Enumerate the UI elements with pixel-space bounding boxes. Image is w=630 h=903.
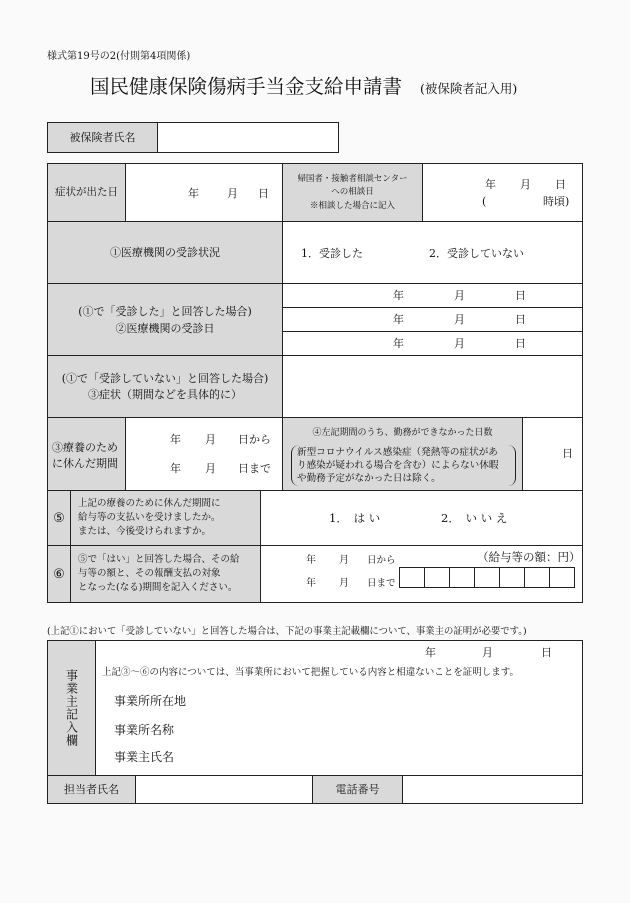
contact-person-label-cell: [47, 775, 136, 804]
month-unit: 月: [227, 187, 238, 200]
employer-section-label: 事業主記入欄: [64, 669, 79, 747]
month-unit: 月: [339, 578, 349, 589]
month-unit: 月: [520, 178, 531, 191]
q5-option-yes[interactable]: 1． は い: [329, 511, 381, 525]
q6-number: ⑥: [53, 566, 65, 582]
day-from-unit: 日から: [238, 433, 271, 446]
q4-note-line: り感染が疑われる場合を含む）によらない休暇: [297, 460, 499, 471]
employer-note: (上記①において「受診していない」と回答した場合は、下記の事業主記載欄について、事業主の証明が必要です。): [47, 626, 527, 637]
q4-note-line: や勤務予定がなかった日は除く。: [297, 473, 441, 484]
day-unit: 日: [515, 289, 526, 302]
rest-period-label: に休んだ期間: [52, 457, 118, 470]
q1-label: ①医療機関の受診状況: [110, 246, 220, 259]
contact-person-field[interactable]: [135, 775, 313, 804]
q6-answer-cell: [260, 545, 583, 603]
employer-owner-name-label: 事業主氏名: [114, 750, 175, 764]
q6-amount-label: （給与等の額：円）: [477, 550, 581, 564]
day-unit: 日: [541, 646, 552, 659]
day-unit: 日: [515, 313, 526, 326]
amount-digit-box[interactable]: [399, 567, 425, 588]
employer-certification: 上記③～⑥の内容については、当事業所において把握している内容と相違ないことを証明します。: [102, 667, 520, 678]
q2-condition: (①で「受診した」と回答した場合): [78, 304, 252, 318]
rest-period-label: ③療養のため: [52, 441, 118, 454]
amount-digit-box[interactable]: [449, 567, 475, 588]
q2-label: ②医療機関の受診日: [115, 321, 215, 335]
q1-answer-cell: [282, 221, 583, 284]
q6-label-line: 与等の額と、その報酬支払の対象: [78, 568, 221, 579]
symptom-onset-date-field[interactable]: [125, 163, 283, 222]
employer-section-label-cell: [47, 640, 96, 776]
q2-date-field[interactable]: [282, 331, 583, 356]
phone-label-cell: [312, 775, 403, 804]
q6-label-cell: [70, 545, 261, 603]
q6-label-line: となった(なる)期間を記入ください。: [78, 582, 238, 593]
year-unit: 年: [393, 289, 404, 302]
contact-person-label: 担当者氏名: [64, 783, 119, 796]
consult-center-label-cell: [282, 163, 423, 222]
q6-number-cell: [47, 545, 71, 603]
q5-option-no[interactable]: 2． い い え: [441, 511, 508, 525]
q4-note: [291, 445, 516, 486]
employer-address-label: 事業所所在地: [114, 694, 187, 708]
amount-digit-box[interactable]: [524, 567, 550, 588]
page-title: 国民健康保険傷病手当金支給申請書: [90, 75, 403, 98]
q3-condition: (①で「受診していない」と回答した場合): [61, 372, 269, 385]
q2-date-field[interactable]: [282, 283, 583, 308]
day-unit: 日: [555, 178, 566, 191]
day-unit: 日: [258, 187, 269, 200]
consult-center-line: ※相談した場合に記入: [309, 200, 395, 211]
q3-label: ③症状（期間などを具体的に）: [88, 388, 242, 401]
q4-days-field[interactable]: [522, 417, 583, 491]
month-unit: 月: [454, 289, 465, 302]
q5-label-line: 給与等の支払いを受けましたか。: [78, 512, 221, 523]
year-unit: 年: [393, 337, 404, 350]
year-unit: 年: [306, 578, 316, 589]
insured-name-label: 被保険者氏名: [69, 131, 136, 144]
rest-period-label-cell: [47, 417, 126, 491]
employer-section-content: [95, 640, 583, 776]
month-unit: 月: [205, 433, 216, 446]
q6-label-line: ⑤で「はい」と回答した場合、その給: [78, 554, 240, 565]
q1-option-visited[interactable]: 1．受診した: [301, 247, 363, 260]
insured-name-field[interactable]: [157, 122, 339, 153]
q5-label-line: または、今後受けられますか。: [78, 526, 212, 537]
q2-date-field[interactable]: [282, 307, 583, 332]
symptom-onset-label-cell: [47, 163, 126, 222]
q5-number: ⑤: [53, 510, 65, 526]
day-to-unit: 日まで: [238, 462, 271, 475]
consult-center-line: への相談日: [331, 187, 374, 198]
year-unit: 年: [170, 462, 181, 475]
q4-label-cell: [282, 417, 523, 491]
q3-symptoms-field[interactable]: [282, 355, 583, 418]
year-unit: 年: [188, 187, 199, 200]
phone-label: 電話番号: [335, 783, 380, 796]
year-unit: 年: [485, 178, 496, 191]
q4-label: ④左記期間のうち、勤務ができなかった日数: [312, 428, 493, 438]
q5-number-cell: [47, 490, 71, 546]
day-from-unit: 日から: [367, 555, 396, 566]
amount-digit-box[interactable]: [424, 567, 450, 588]
year-unit: 年: [306, 555, 316, 566]
year-unit: 年: [425, 646, 436, 659]
q4-day-unit: 日: [562, 447, 573, 460]
month-unit: 月: [482, 646, 493, 659]
insured-name-label-cell: [47, 122, 158, 153]
month-unit: 月: [205, 462, 216, 475]
month-unit: 月: [454, 337, 465, 350]
amount-digit-box[interactable]: [474, 567, 500, 588]
q5-answer-cell: [260, 490, 583, 546]
rest-period-field[interactable]: [125, 417, 283, 491]
time-open-paren: (: [482, 195, 487, 208]
consult-center-line: 帰国者・接触者相談センター: [297, 173, 408, 184]
q1-option-not-visited[interactable]: 2．受診していない: [429, 247, 524, 260]
q1-label-cell: [47, 221, 283, 284]
month-unit: 月: [339, 555, 349, 566]
employer-office-name-label: 事業所名称: [114, 723, 175, 737]
symptom-onset-label: 症状が出た日: [55, 186, 118, 199]
q2-label-cell: [47, 283, 283, 356]
consult-date-field[interactable]: [422, 163, 583, 222]
time-suffix: 時頃): [543, 195, 570, 208]
q3-label-cell: [47, 355, 283, 418]
amount-digit-box[interactable]: [499, 567, 525, 588]
day-to-unit: 日まで: [367, 578, 396, 589]
q4-note-line: 新型コロナウイルス感染症（発熱等の症状があ: [297, 447, 498, 458]
day-unit: 日: [515, 337, 526, 350]
q5-label-cell: [70, 490, 261, 546]
amount-digit-box[interactable]: [549, 567, 575, 588]
title-note: (被保険者記入用): [420, 81, 518, 96]
form-number: 様式第19号の2(付則第4項関係): [47, 51, 191, 62]
phone-field[interactable]: [402, 775, 583, 804]
month-unit: 月: [454, 313, 465, 326]
year-unit: 年: [170, 433, 181, 446]
year-unit: 年: [393, 313, 404, 326]
q5-label-line: 上記の療養のために休んだ期間に: [78, 498, 221, 509]
